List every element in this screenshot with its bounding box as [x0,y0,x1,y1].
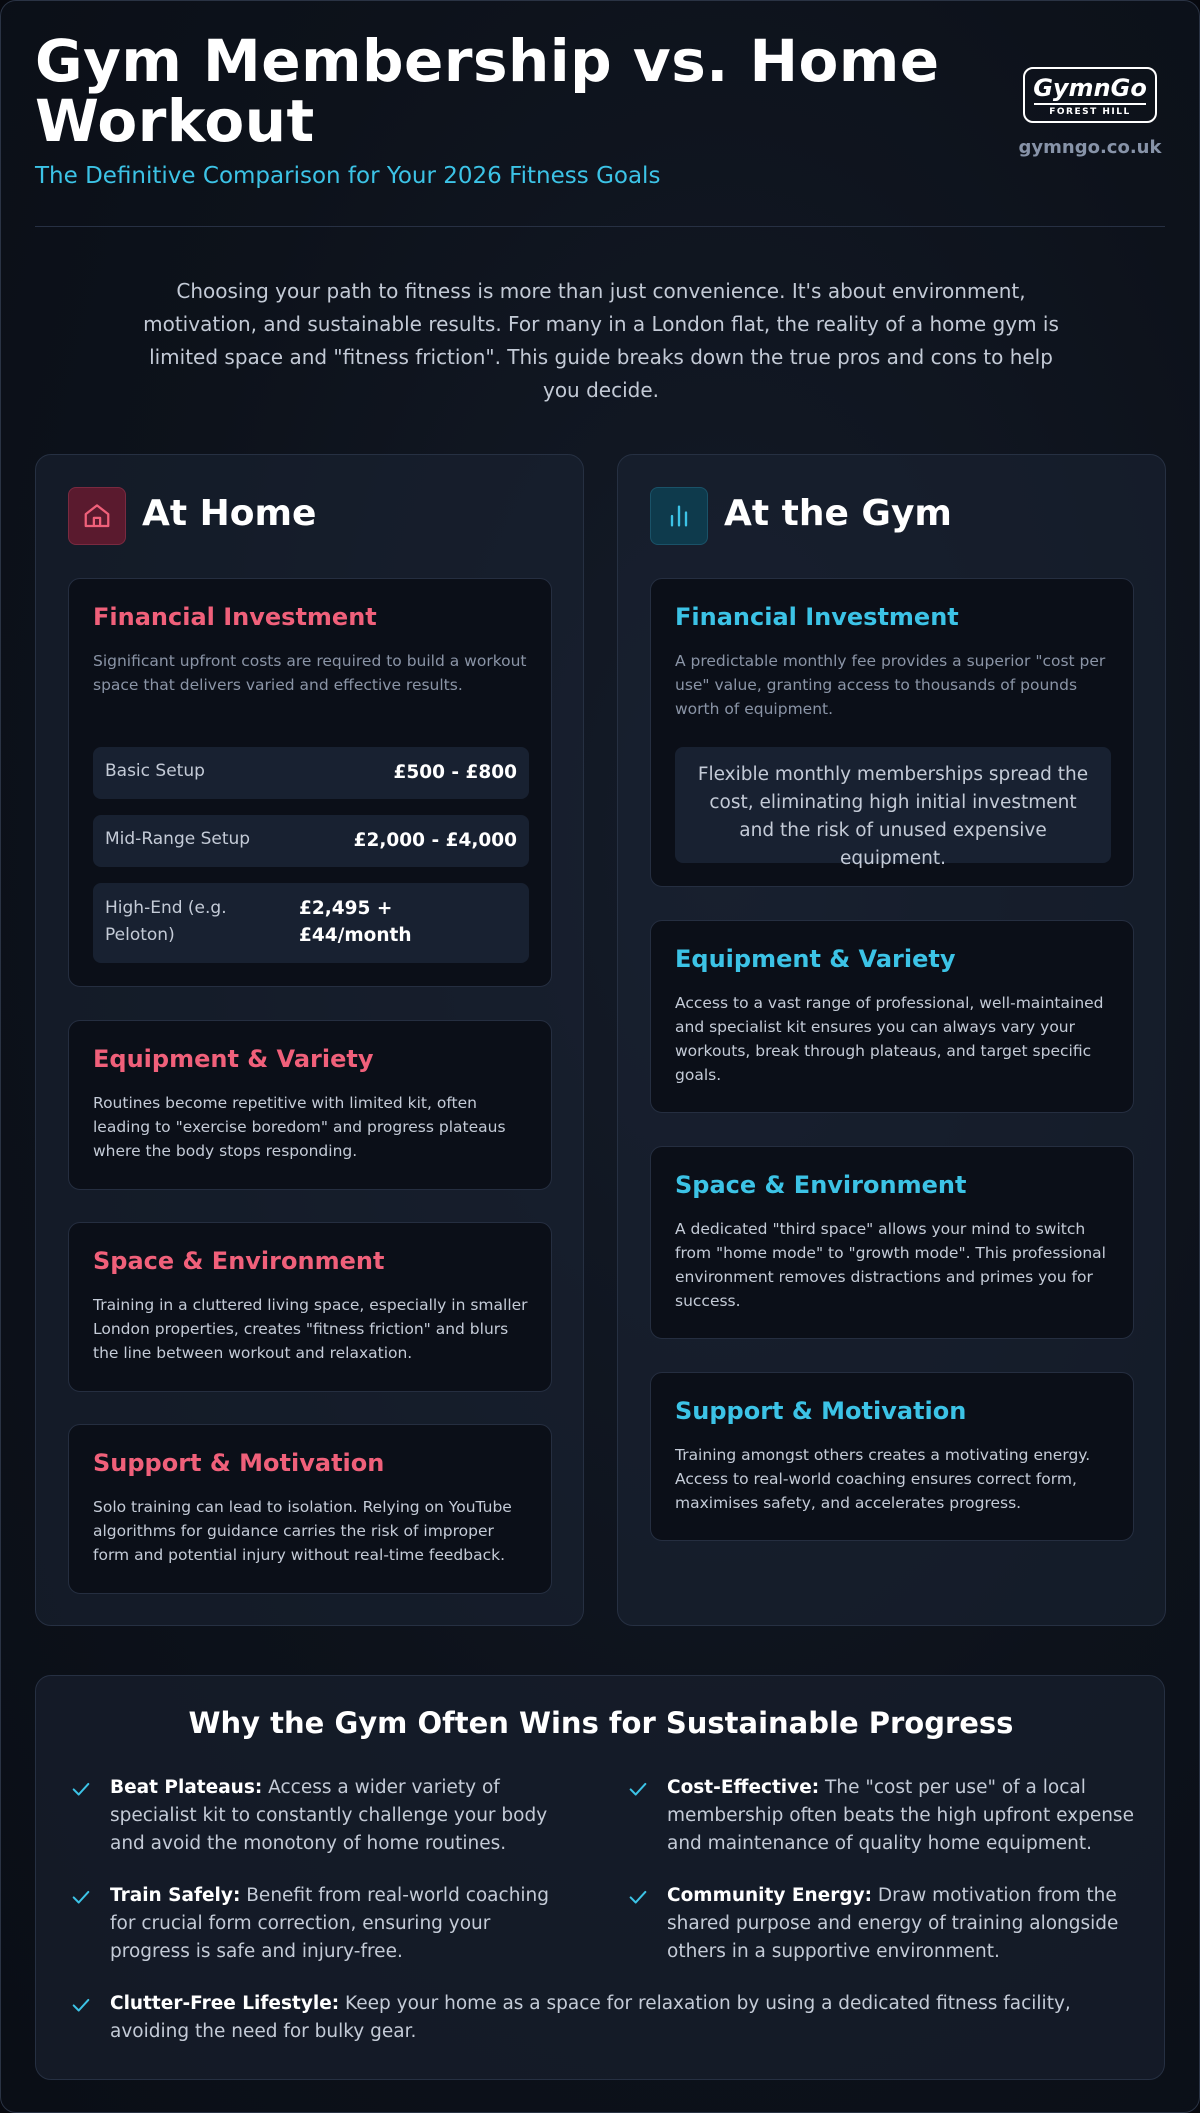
card-text: Access to a vast range of professional, well-maintained and specialist kit ensures you can always vary your workouts, break through plateaus, and target specific goals. [675,994,1104,1084]
header [35,27,1165,227]
home-financial-card [68,578,552,987]
gymngo-logo [1023,67,1157,123]
cost-value: £500 - £800 [393,762,517,783]
gym-column [617,454,1166,1626]
win-description: Keep your home as a space for relaxation by using a dedicated fitness facility, avoiding the need for bulky gear. [110,1993,1071,2042]
intro-paragraph: Choosing your path to fitness is more than just convenience. It's about environment, motivation, and sustainable results. For many in a London flat, the reality of a home gym is limited space and "fitness friction". This guide breaks down the true pros and cons to help you decide. [143,279,1059,402]
win-label: Clutter-Free Lifestyle: [110,1993,340,2014]
win-label: Cost-Effective: [667,1777,820,1798]
logo-wordmark: GymnGo [1033,74,1147,102]
win-label: Train Safely: [110,1885,241,1906]
card-text: Training amongst others creates a motivating energy. Access to real-world coaching ensures correct form, maximises safety, and accelerates progress. [675,1446,1091,1512]
cost-label: High-End (e.g. Peloton) [105,898,227,945]
card-title: Space & Environment [93,1247,385,1275]
check-icon [627,1886,649,1908]
cost-value: £2,495 + £44/month [299,898,412,946]
win-text [110,1990,1110,2046]
gym-space-card [650,1146,1134,1339]
logo-location: FOREST HILL [1049,107,1131,117]
win-text [667,1774,1137,1858]
win-text [667,1882,1137,1966]
check-icon [70,1778,92,1800]
cost-row-basic [93,747,529,799]
card-title: Financial Investment [93,603,377,631]
cost-value: £2,000 - £4,000 [353,830,517,851]
cost-row-high-end [93,883,529,963]
card-text: Routines become repetitive with limited kit, often leading to "exercise boredom" and progress plateaus where the body stops responding. [93,1094,506,1160]
card-title: Space & Environment [675,1171,967,1199]
cost-label: Basic Setup [105,761,205,781]
home-column [35,454,584,1626]
check-icon [70,1994,92,2016]
win-label: Community Energy: [667,1885,873,1906]
card-text: Solo training can lead to isolation. Relying on YouTube algorithms for guidance carries the risk of improper form and potential injury without real-time feedback. [93,1498,512,1564]
win-description: The "cost per use" of a local membership often beats the high upfront expense and maintenance of quality home equipment. [667,1777,1134,1854]
home-equipment-card [68,1020,552,1190]
card-title: Equipment & Variety [675,945,956,973]
card-title: Support & Motivation [93,1449,385,1477]
section-title: Why the Gym Often Wins for Sustainable Progress [188,1706,1014,1740]
card-text: Training in a cluttered living space, especially in smaller London properties, creates "fitness friction" and blurs the line between workout and relaxation. [93,1296,528,1362]
check-icon [70,1886,92,1908]
cost-row-mid-range [93,815,529,867]
financial-note: Flexible monthly memberships spread the cost, eliminating high initial investment and the risk of unused expensive equipment. [675,747,1111,863]
card-title: Support & Motivation [675,1397,967,1425]
cost-label: Mid-Range Setup [105,829,251,849]
card-text: Significant upfront costs are required to build a workout space that delivers varied and effective results. [93,652,527,694]
website-link[interactable]: gymngo.co.uk [1018,137,1162,158]
page-title: Gym Membership vs. Home Workout [35,27,940,155]
home-icon [68,487,126,545]
gym-column-header [650,487,1130,547]
logo-underline [1034,103,1146,105]
home-column-header [68,487,548,547]
win-label: Beat Plateaus: [110,1777,263,1798]
home-column-title: At Home [142,493,317,534]
why-gym-wins-section [35,1675,1165,2080]
check-icon [627,1778,649,1800]
header-divider [35,226,1165,227]
bar-chart-icon [650,487,708,545]
card-title: Financial Investment [675,603,959,631]
gym-column-title: At the Gym [724,493,952,534]
page-subtitle: The Definitive Comparison for Your 2026 Fitness Goals [35,163,661,189]
card-text: A dedicated "third space" allows your mind to switch from "home mode" to "growth mode". This professional environment removes distractions and primes you for success. [675,1220,1106,1310]
win-description: Benefit from real-world coaching for crucial form correction, ensuring your progress is safe and injury-free. [110,1885,550,1962]
gym-support-card [650,1372,1134,1541]
card-title: Equipment & Variety [93,1045,374,1073]
card-text: A predictable monthly fee provides a superior "cost per use" value, granting access to thousands of pounds worth of equipment. [675,652,1106,718]
gym-financial-card [650,578,1134,887]
home-space-card [68,1222,552,1392]
win-text [110,1882,570,1966]
gym-equipment-card [650,920,1134,1113]
win-text [110,1774,570,1858]
win-description: Draw motivation from the shared purpose and energy of training alongside others in a supportive environment. [667,1885,1119,1962]
win-description: Access a wider variety of specialist kit to constantly challenge your body and avoid the monotony of home routines. [110,1777,548,1854]
home-support-card [68,1424,552,1594]
